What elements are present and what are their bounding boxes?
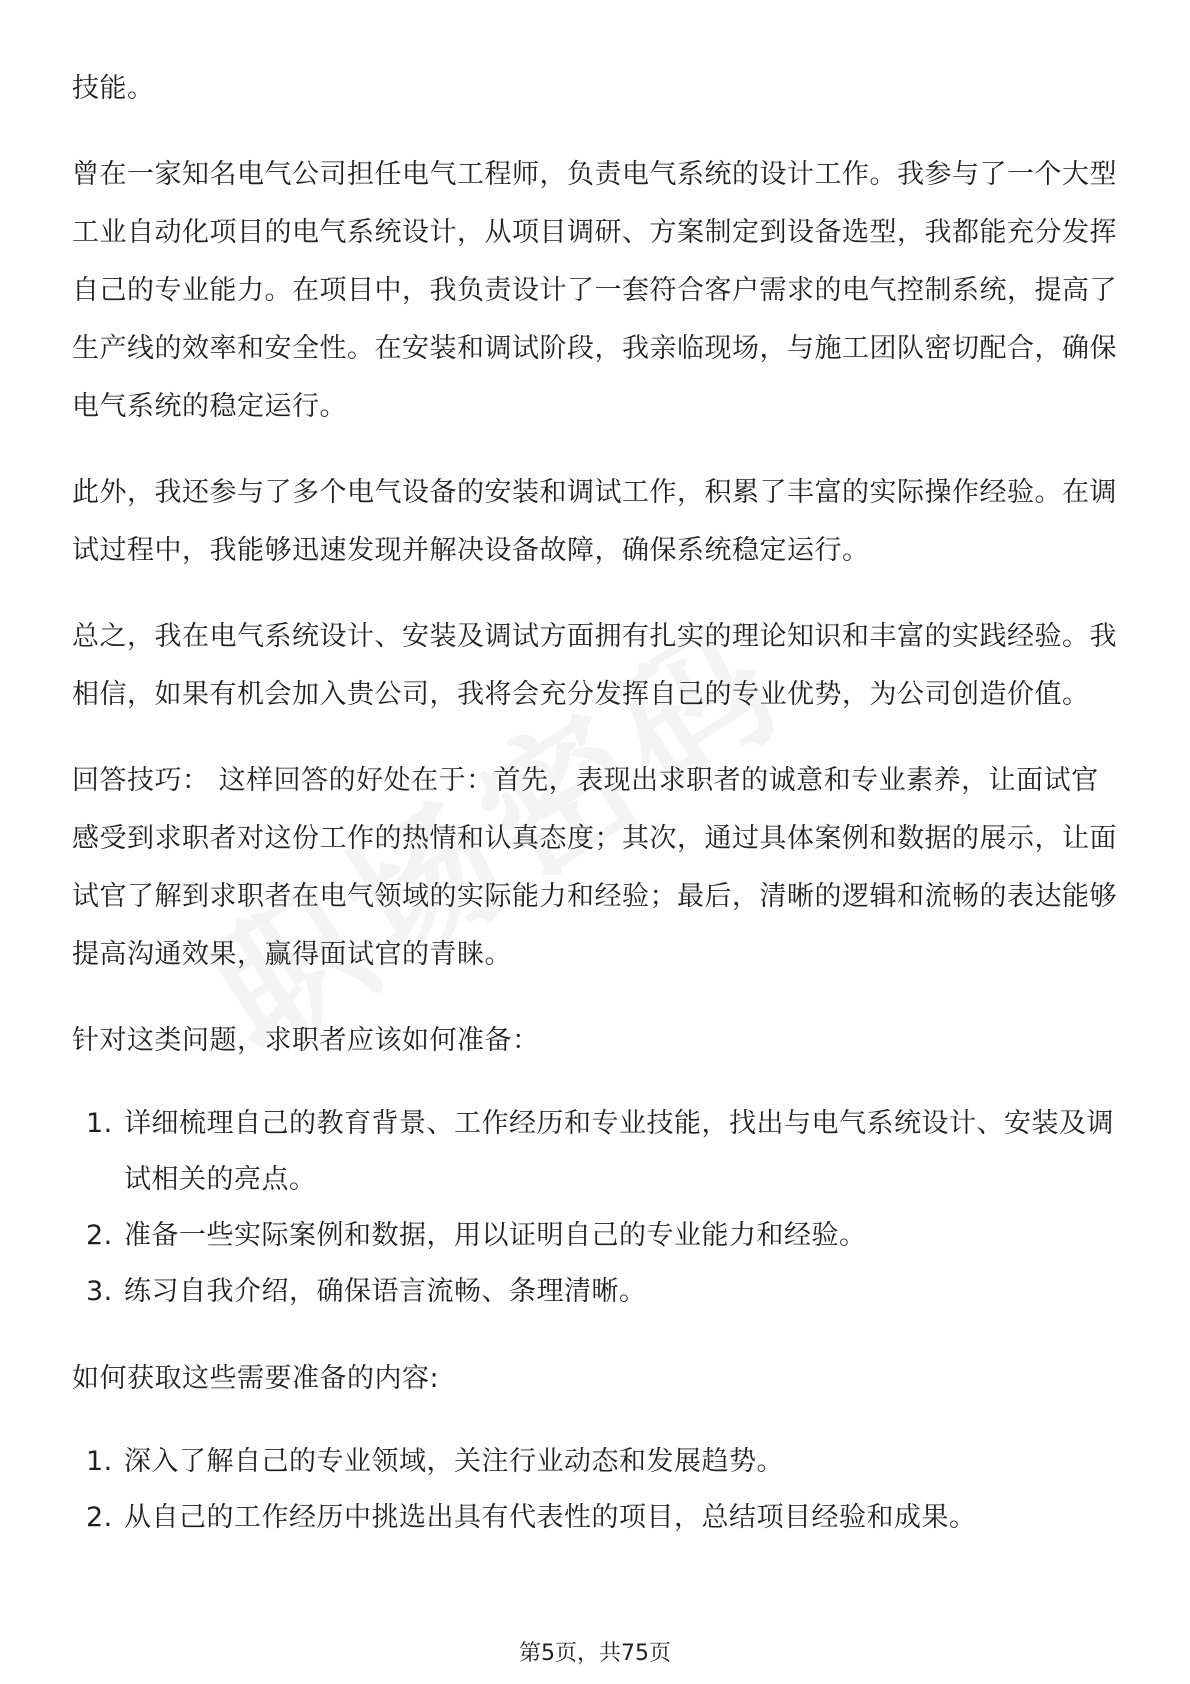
paragraph: 回答技巧： 这样回答的好处在于：首先，表现出求职者的诚意和专业素养，让面试官感受到求职者对这份工作的热情和认真态度；其次，通过具体案例和数据的展示，让面试官了解到求职者在电气领域的实际能力和经验；最后，清晰的逻辑和流畅的表达能够提高沟通效果，赢得面试官的青睐。 (72, 765, 1117, 970)
list-text: 准备一些实际案例和数据，用以证明自己的专业能力和经验。 (124, 1220, 867, 1251)
list-item (72, 1208, 1122, 1264)
list-item (72, 1434, 1122, 1490)
list-text: 深入了解自己的专业领域，关注行业动态和发展趋势。 (124, 1446, 784, 1477)
list-text: 从自己的工作经历中挑选出具有代表性的项目，总结项目经验和成果。 (124, 1502, 977, 1533)
list-item (72, 1264, 1122, 1320)
section-heading: 如何获取这些需要准备的内容: (72, 1363, 440, 1394)
list-number: 2. (86, 1502, 113, 1533)
paragraph: 技能。 (72, 73, 155, 104)
page-number: 第5页，共75页 (519, 1641, 671, 1666)
document-body (72, 60, 1122, 1576)
list-item (72, 1096, 1122, 1208)
list-number: 1. (86, 1446, 113, 1477)
section-heading: 针对这类问题，求职者应该如何准备： (72, 1025, 540, 1056)
howto-list (72, 1434, 1122, 1546)
list-number: 1. (86, 1108, 113, 1139)
list-text: 练习自我介绍，确保语言流畅、条理清晰。 (124, 1276, 647, 1307)
prep-list (72, 1096, 1122, 1320)
paragraph: 总之，我在电气系统设计、安装及调试方面拥有扎实的理论知识和丰富的实践经验。我相信，如果有机会加入贵公司，我将会充分发挥自己的专业优势，为公司创造价值。 (72, 621, 1117, 710)
list-item (72, 1490, 1122, 1546)
list-number: 2. (86, 1220, 113, 1251)
paragraph: 此外，我还参与了多个电气设备的安装和调试工作，积累了丰富的实际操作经验。在调试过程中，我能够迅速发现并解决设备故障，确保系统稳定运行。 (72, 477, 1117, 566)
list-text: 详细梳理自己的教育背景、工作经历和专业技能，找出与电气系统设计、安装及调试相关的亮点。 (124, 1108, 1114, 1195)
paragraph: 曾在一家知名电气公司担任电气工程师，负责电气系统的设计工作。我参与了一个大型工业自动化项目的电气系统设计，从项目调研、方案制定到设备选型，我都能充分发挥自己的专业能力。在项目中，我负责设计了一套符合客户需求的电气控制系统，提高了生产线的效率和安全性。在安装和调试阶段，我亲临现场，与施工团队密切配合，确保电气系统的稳定运行。 (72, 159, 1117, 422)
list-number: 3. (86, 1276, 113, 1307)
